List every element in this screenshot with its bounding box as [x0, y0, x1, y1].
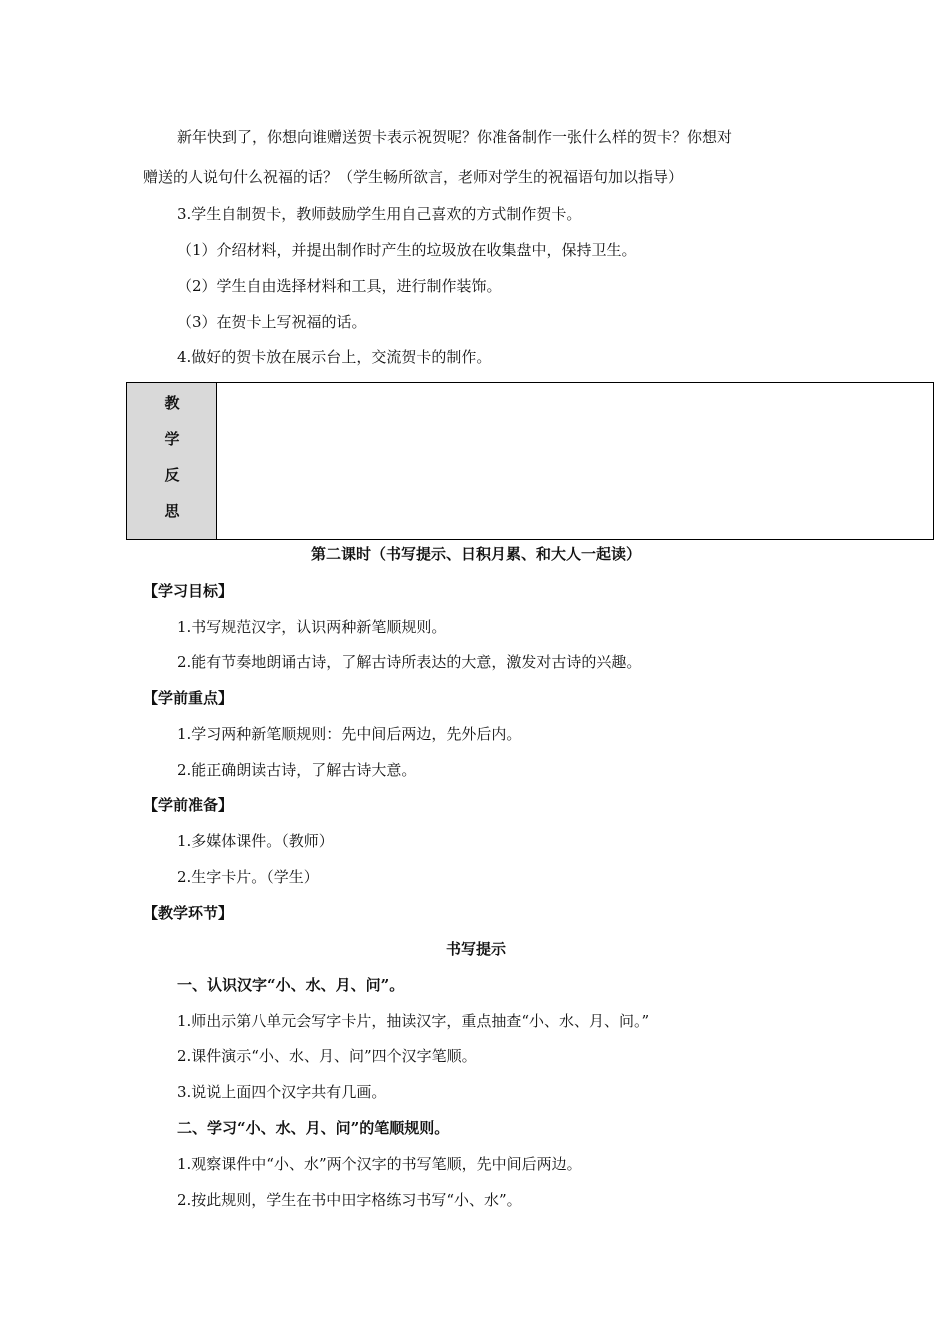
- key-points-heading: 【学前重点】: [143, 689, 234, 707]
- step-3: 3.学生自制贺卡，教师鼓励学生用自己喜欢的方式制作贺卡。: [177, 205, 582, 223]
- intro-paragraph-line-1: 新年快到了，你想向谁赠送贺卡表示祝贺呢？你准备制作一张什么样的贺卡？你想对: [177, 128, 733, 146]
- step-3-3: （3）在贺卡上写祝福的话。: [177, 313, 367, 331]
- part-1-item: 2.课件演示“小、水、月、问”四个汉字笔顺。: [177, 1047, 477, 1065]
- reflection-label-char: 思: [164, 502, 180, 520]
- reflection-content-cell: [217, 383, 933, 539]
- part-2-item: 2.按此规则，学生在书中田字格练习书写“小、水”。: [177, 1191, 522, 1209]
- reflection-label-char: 反: [164, 466, 180, 484]
- step-3-2: （2）学生自由选择材料和工具，进行制作装饰。: [177, 277, 502, 295]
- step-4: 4.做好的贺卡放在展示台上，交流贺卡的制作。: [177, 348, 492, 366]
- part-2-item: 1.观察课件中“小、水”两个汉字的书写笔顺，先中间后两边。: [177, 1155, 582, 1173]
- part-1-item: 3.说说上面四个汉字共有几画。: [177, 1083, 387, 1101]
- goal-item: 1.书写规范汉字，认识两种新笔顺规则。: [177, 618, 447, 636]
- prep-heading: 【学前准备】: [143, 796, 234, 814]
- reflection-label-char: 学: [164, 430, 180, 448]
- goals-heading: 【学习目标】: [143, 582, 234, 600]
- key-point-item: 2.能正确朗读古诗，了解古诗大意。: [177, 761, 417, 779]
- key-point-item: 1.学习两种新笔顺规则：先中间后两边，先外后内。: [177, 725, 522, 743]
- teaching-reflection-table: [126, 382, 934, 540]
- reflection-label-cell: [127, 383, 217, 539]
- section-title: 书写提示: [445, 940, 506, 958]
- reflection-label-char: 教: [164, 394, 180, 412]
- lesson-2-title: 第二课时（书写提示、日积月累、和大人一起读）: [310, 545, 641, 563]
- step-3-1: （1）介绍材料，并提出制作时产生的垃圾放在收集盘中，保持卫生。: [177, 241, 637, 259]
- part-1-heading: 一、认识汉字“小、水、月、问”。: [177, 976, 405, 994]
- part-2-heading: 二、学习“小、水、月、问”的笔顺规则。: [177, 1119, 450, 1137]
- intro-paragraph-line-2: 赠送的人说句什么祝福的话？（学生畅所欲言，老师对学生的祝福语句加以指导）: [143, 168, 684, 186]
- goal-item: 2.能有节奏地朗诵古诗，了解古诗所表达的大意，激发对古诗的兴趣。: [177, 653, 642, 671]
- prep-item: 1.多媒体课件。（教师）: [177, 832, 334, 850]
- prep-item: 2.生字卡片。（学生）: [177, 868, 319, 886]
- part-1-item: 1.师出示第八单元会写字卡片，抽读汉字，重点抽查“小、水、月、问。”: [177, 1012, 650, 1030]
- process-heading: 【教学环节】: [143, 904, 234, 922]
